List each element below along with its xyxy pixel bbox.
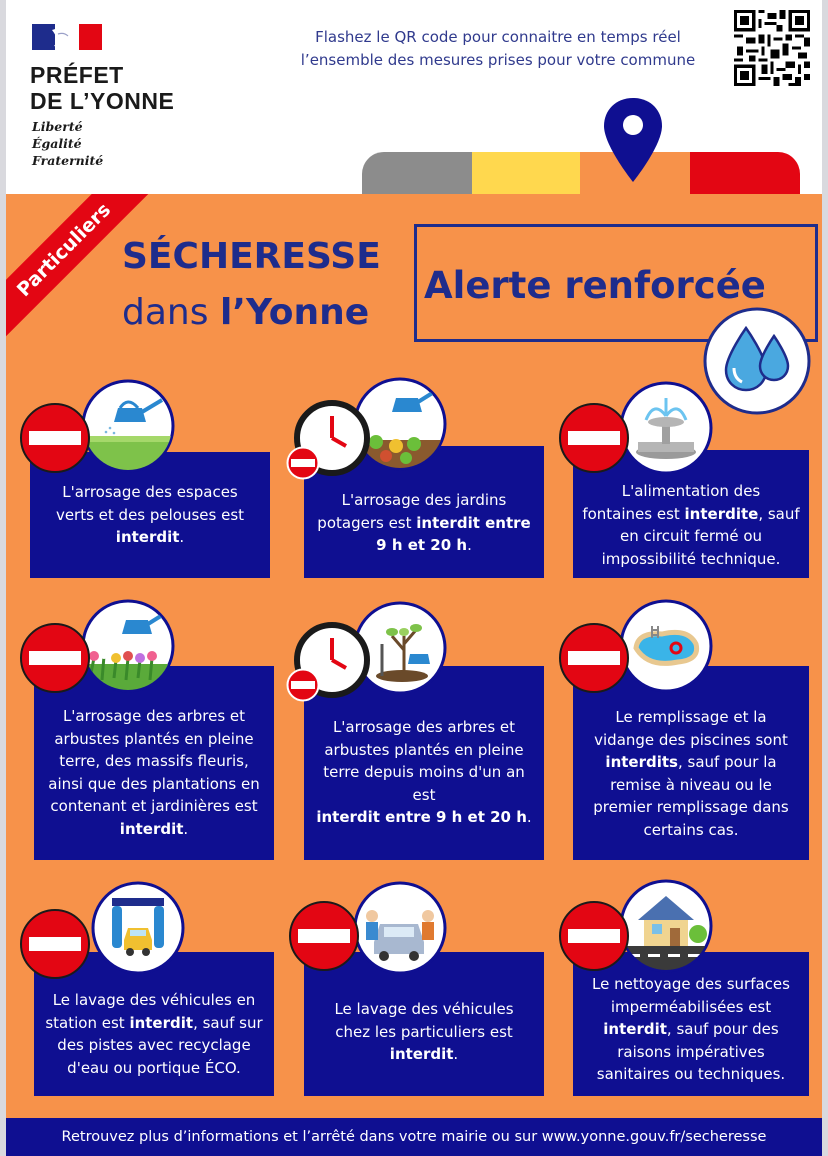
measure-6-suffix: , sauf pour la — [677, 753, 777, 771]
measure-6-line-5: premier remplissage dans — [593, 798, 789, 816]
measure-2-bold: interdit entre — [416, 513, 531, 532]
measure-5-line-2: arbustes plantés en pleine — [324, 740, 524, 759]
measure-5-tail: . — [526, 808, 532, 826]
measure-4-line-2: arbustes plantés en pleine — [54, 729, 254, 748]
title-dans: dans — [122, 292, 220, 333]
title-dans-yonne — [122, 292, 369, 333]
prefecture-name — [30, 62, 230, 114]
measure-6-bold: interdits — [605, 753, 678, 771]
measure-3-suffix: , sauf — [758, 504, 800, 523]
measure-2-hours: 9 h et 20 h — [376, 536, 468, 554]
measure-9-suffix: , sauf pour des — [666, 1020, 779, 1038]
water-drops-icon — [702, 306, 812, 416]
no-entry-sign-icon — [558, 402, 630, 474]
measure-8-line-2: chez les particuliers est — [335, 1022, 513, 1041]
car-wash-station-icon — [90, 880, 186, 976]
motto-egalite: Égalité — [32, 136, 82, 151]
no-entry-sign-icon — [19, 908, 91, 980]
measure-7-prefix: station est — [45, 1013, 130, 1032]
measure-7-bold: interdit — [129, 1013, 194, 1032]
measure-9-line-2: imperméabilisées est — [610, 997, 772, 1016]
measure-3-bold: interdite — [684, 504, 759, 523]
flower-bed-icon — [80, 598, 176, 694]
no-entry-sign-icon — [19, 402, 91, 474]
measure-5-bold: interdit entre 9 h et 20 h — [316, 808, 527, 826]
small-no-entry-icon — [286, 446, 320, 480]
level-vigilance-bar — [362, 152, 472, 196]
measure-5-line-1: L'arrosage des arbres et — [332, 718, 516, 736]
footer-info-link[interactable]: Retrouvez plus d’informations et l’arrêté dans votre mairie ou sur www.yonne.gouv.fr/secheresse — [6, 1118, 822, 1156]
title-yonne: l’Yonne — [219, 292, 370, 333]
qr-code-icon[interactable] — [734, 10, 810, 86]
title-secheresse: SÉCHERESSE — [122, 236, 381, 277]
measure-7-line-1: Le lavage des véhicules en — [52, 991, 256, 1009]
location-pin-icon — [602, 96, 664, 184]
watering-lawn-icon — [80, 378, 176, 474]
measure-1-bold: interdit — [115, 528, 180, 546]
measure-3-line-3: en circuit fermé ou — [619, 527, 763, 545]
measure-4-line-4: ainsi que des plantations en — [48, 774, 260, 793]
measure-2-line-1: L'arrosage des jardins — [341, 491, 507, 509]
measure-6-line-2: vidange des piscines sont — [594, 730, 788, 749]
prefecture-line-2: DE L’YONNE — [30, 88, 175, 114]
qr-text-line-1: Flashez le QR code pour connaitre en temps réel — [315, 28, 681, 46]
alert-level-label: Alerte renforcée — [424, 264, 766, 307]
fountain-icon — [618, 380, 714, 476]
measure-4-line-3: terre, des massifs fleuris, — [59, 752, 249, 770]
measure-5-line-3: terre depuis moins d'un an — [323, 763, 525, 781]
swimming-pool-icon — [618, 598, 714, 694]
motto-liberte: Liberté — [32, 119, 83, 134]
measure-6-line-6: certains cas. — [643, 820, 739, 839]
small-no-entry-icon — [286, 668, 320, 702]
measure-4-bold: interdit — [119, 819, 184, 838]
republic-motto — [32, 118, 103, 169]
drought-poster — [6, 0, 822, 1156]
measure-7-line-3: des pistes avec recyclage — [57, 1036, 251, 1054]
measure-1-line-1: L'arrosage des espaces — [62, 483, 238, 501]
measure-3-prefix: fontaines est — [582, 504, 685, 523]
audience-ribbon — [6, 194, 174, 370]
prefecture-line-1: PRÉFET — [30, 62, 124, 88]
no-entry-sign-icon — [19, 622, 91, 694]
measure-4-line-5: contenant et jardinières est — [50, 797, 258, 815]
measure-2-tail: . — [467, 536, 472, 554]
measure-8-bold: interdit — [389, 1045, 454, 1063]
measure-6-line-4: remise à niveau ou le — [610, 775, 772, 794]
measure-1-line-2: verts et des pelouses est — [55, 505, 245, 524]
car-washing-home-icon — [352, 880, 448, 976]
measure-4-tail: . — [183, 819, 189, 838]
no-entry-sign-icon — [558, 900, 630, 972]
measure-3-line-4: impossibilité technique. — [601, 549, 781, 568]
measure-2-prefix: potagers est — [317, 513, 417, 532]
measure-4-line-1: L'arrosage des arbres et — [62, 707, 246, 725]
marianne-logo-icon — [32, 24, 102, 50]
measure-9-line-5: sanitaires ou techniques. — [596, 1065, 786, 1083]
measure-3-line-1: L'alimentation des — [621, 482, 761, 500]
measure-card-flower-beds — [34, 666, 274, 860]
qr-text-line-2: l’ensemble des mesures prises pour votre commune — [300, 51, 696, 69]
house-paved-surface-icon — [618, 878, 714, 974]
level-alerte-bar — [472, 152, 580, 196]
level-crise-bar — [690, 152, 800, 196]
no-entry-sign-icon — [558, 622, 630, 694]
measure-9-line-4: raisons impératives — [617, 1042, 765, 1061]
measure-7-suffix: , sauf sur — [193, 1013, 263, 1032]
qr-instructions — [278, 26, 718, 72]
measure-8-line-1: Le lavage des véhicules — [334, 1000, 514, 1018]
measure-9-line-1: Le nettoyage des surfaces — [592, 975, 790, 993]
measure-7-line-4: d'eau ou portique ÉCO. — [67, 1058, 241, 1077]
measure-card-swimming-pools — [573, 666, 809, 860]
measure-6-line-1: Le remplissage et la — [615, 708, 767, 726]
measure-1-tail: . — [179, 528, 185, 546]
measure-8-tail: . — [453, 1045, 459, 1063]
measure-9-bold: interdit — [603, 1020, 667, 1038]
motto-fraternite: Fraternité — [32, 153, 104, 168]
measure-5-line-4: est — [412, 785, 436, 804]
no-entry-sign-icon — [288, 900, 360, 972]
ribbon-label: Particuliers — [6, 194, 170, 356]
